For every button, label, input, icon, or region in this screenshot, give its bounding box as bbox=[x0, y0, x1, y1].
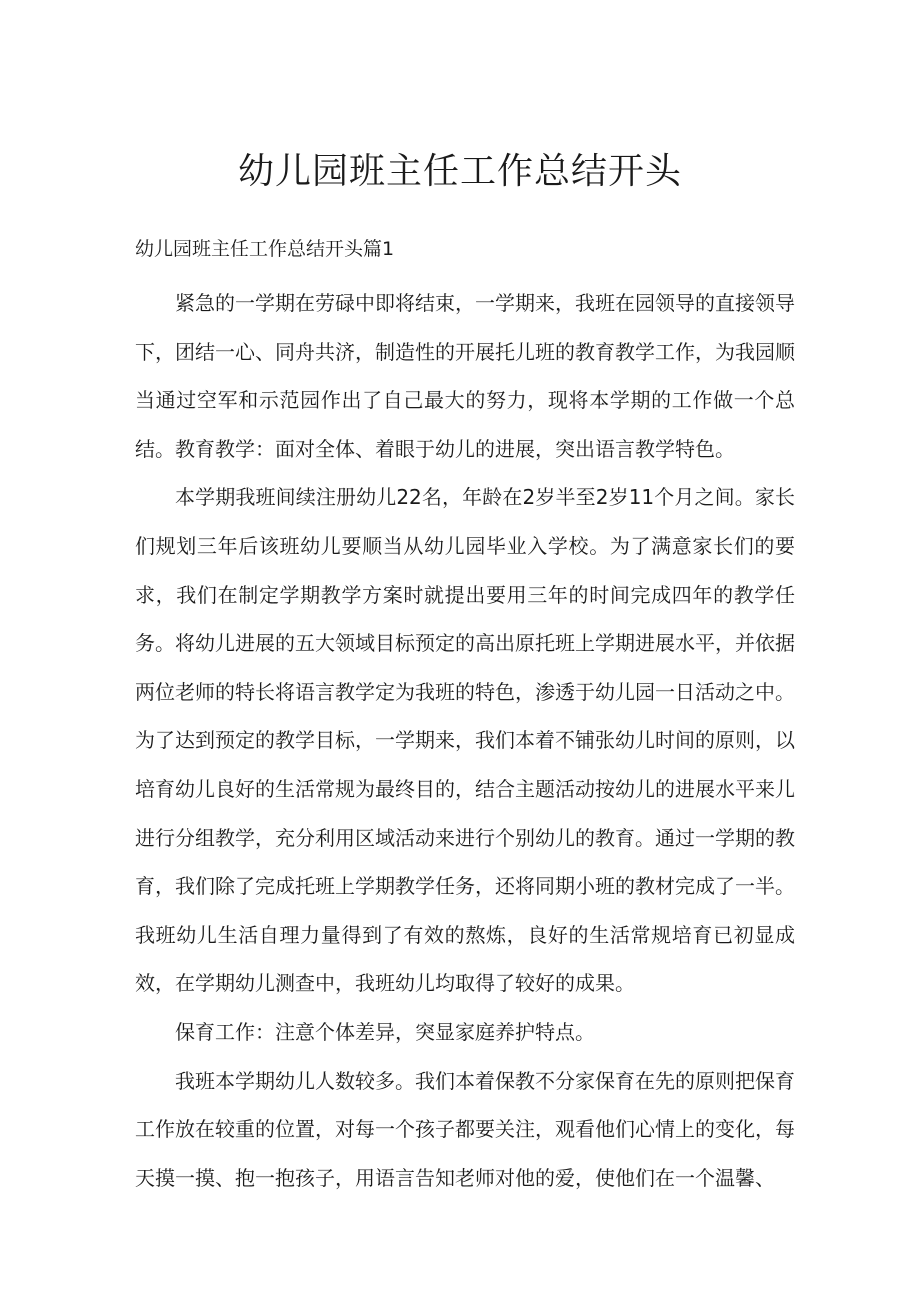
document-title: 幼儿园班主任工作总结开头 bbox=[237, 151, 682, 192]
paragraph: 紧急的一学期在劳碌中即将结束，一学期来，我班在园领导的直接领导下，团结一心、同舟共济，制造性的开展托儿班的教育教学工作，为我园顺当通过空军和示范园作出了自己最大的努力，现将本学期的工作做一个总结。教育教学：面对全体、着眼于幼儿的进展，突出语言教学特色。 bbox=[135, 291, 795, 461]
paragraph: 本学期我班间续注册幼儿22名，年龄在2岁半至2岁11个月之间。家长们规划三年后该班幼儿要顺当从幼儿园毕业入学校。为了满意家长们的要求，我们在制定学期教学方案时就提出要用三年的时间完成四年的教学任务。将幼儿进展的五大领域目标预定的高出原托班上学期进展水平，并依据两位老师的特长将语言教学定为我班的特色，渗透于幼儿园一日活动之中。为了达到预定的教学目标，一学期来，我们本着不铺张幼儿时间的原则，以培育幼儿良好的生活常规为最终目的，结合主题活动按幼儿的进展水平来儿进行分组教学，充分利用区域活动来进行个别幼儿的教育。通过一学期的教育，我们除了完成托班上学期教学任务，还将同期小班的教材完成了一半。我班幼儿生活自理力量得到了有效的熬炼，良好的生活常规培育已初显成效，在学期幼儿测查中，我班幼儿均取得了较好的成果。 bbox=[135, 485, 795, 996]
paragraph: 我班本学期幼儿人数较多。我们本着保教不分家保育在先的原则把保育工作放在较重的位置，对每一个孩子都要关注，观看他们心情上的变化，每天摸一摸、抱一抱孩子，用语言告知老师对他的爱，使他们在一个温馨、 bbox=[135, 1068, 795, 1190]
paragraph: 保育工作：注意个体差异，突显家庭养护特点。 bbox=[175, 1019, 595, 1044]
document-body bbox=[135, 279, 795, 1202]
section-heading: 幼儿园班主任工作总结开头篇1 bbox=[135, 238, 395, 260]
